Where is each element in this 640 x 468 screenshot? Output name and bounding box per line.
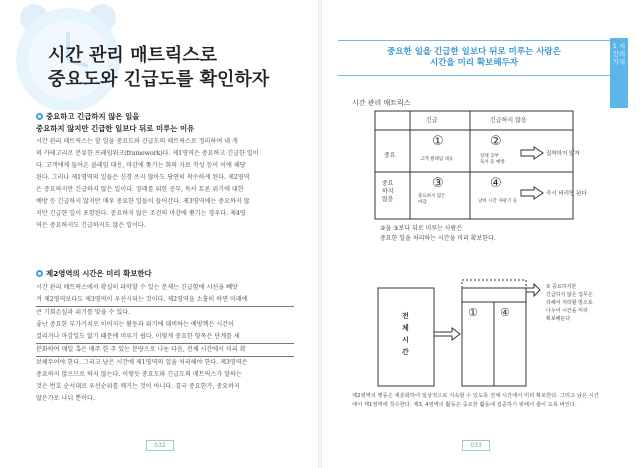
bullet-icon <box>36 270 43 277</box>
row-header-important: 중요 <box>384 152 396 159</box>
timeline-num-1: ① <box>468 306 478 319</box>
time-matrix-grid <box>374 110 574 230</box>
cell-3-number: ③ <box>432 176 444 191</box>
col-header-urgent: 긴급 <box>426 117 438 124</box>
col-header-not-urgent: 긴급하지 않음 <box>490 117 527 124</box>
timeline-side-note: ② 중요하지만 긴급하지 않은 업무은 리해서 처리할 방으로 나누어 시간을 미리 확보해둔다 <box>546 284 593 322</box>
section1-paragraph: 시간 관리 매트릭스는 할 일을 중요도와 긴급도의 매트릭스로 정리하여 네 개 의 카테고리로 분류한 프레임워크(framework)다. 제1영역은 중요하고 긴급한 일이 다. 고객에게 들어온 클레임 대응, 마감에 쫓기는 회의 자료 작성 등이 이에 해당 된다. 그러나 제1영역의 일들은 신경 쓰지 않아도 당연히 착수하게 된다. 제2영역 은 중요하지만 긴급하지 않은 일이다. 장래를 위한 공부, 독서 토론 위기에 대한 예방 등 긴급하지 않지만 매우 중요한 일들이 들어간다. 제3영역에는 중요하지 않 지만 긴급한 일이 포함된다. 중요하지 않은 조건의 마감에 쫓기는 경우다. 제4영 역은 중요하지도 긴급하지도 않은 일이다. <box>36 138 259 229</box>
chapter-tab <box>610 38 628 108</box>
page-number: 033 <box>462 440 490 451</box>
book-gutter <box>318 0 322 468</box>
banner <box>338 40 610 76</box>
arrow-label-2: 즉시 버리면 된다 <box>546 191 587 197</box>
matrix-title: 시간 관리 매트릭스 <box>352 99 411 107</box>
cell-2-number: ② <box>490 134 502 149</box>
banner-rule-top <box>338 40 610 41</box>
whole-time-label: 전 체 시 간 <box>402 312 409 356</box>
chapter-tab-label: 1 시간의 가치 <box>612 42 626 66</box>
section2-paragraph: 시간 관리 매트릭스에서 확실히 파악할 수 있는 문제는 긴급함에 시선을 빼앗 겨 제2영역보다도 제3영역이 우선시되는 것이다. 제2영역을 소홀히 하면 미래에 큰 기회손실과 위기를 맞을 수 있다. 좋난 중요한 부가가치로 이어지는 활동과 위기에 대비하는 예방책은 시간이 걸리거나 마감일도 없기 때문에 미루기 쉽다. 이렇게 중요한 항목은 단계를 세 분화하여 매일 혹은 매주 한 주 있는 분량으로 나눈 다음, 전체 시간에서 미리 확 보해두어야 한다. 그리고 남은 시간에 제1영역의 일을 처리해야 한다. 제3영역은 중요하지 않으므로 하지 않는다. 이렇듯 중요도와 긴급도의 매트릭스가 말하는 것은 번호 순서대로 우선순위를 매기는 것이 아니다. 결국 중요한가, 중요하지 않은가로 나뉘 뿐이다. <box>36 282 294 405</box>
section1-subheading: 중요하지 않지만 긴급한 일보다 뒤로 미루는 이유 <box>36 124 195 133</box>
row-header-not-important: 중요 하지 않음 <box>382 180 394 203</box>
cell-3-text: 중요하지 않은 마감 <box>418 194 446 205</box>
banner-rule-bottom <box>338 75 610 76</box>
bullet-icon <box>36 113 43 120</box>
cell-4-text: 낭비 시간 자판기 등 <box>478 199 518 204</box>
page-title: 시간 관리 매트릭스로 중요도와 긴급도를 확인하자 <box>48 45 270 90</box>
banner-text: 중요한 일을 긴급한 일보다 뒤로 미루는 사람은 시간을 미리 확보해두자 <box>387 47 561 68</box>
right-page <box>320 0 640 468</box>
arrow-right-icon <box>520 146 544 160</box>
section2-heading: 제2영역의 시간은 미리 확보한다 <box>36 268 152 279</box>
cell-2-text: 장래 공부 독서 등 예방 <box>480 154 505 165</box>
figure-caption: 제2영역의 행동은 세분화하여 일상적으로 지속할 수 있도록 전체 시간에서 미리 확보한다. 그리고 남은 시간에서 제1영역에 착수한다. 제3, 4영역의 활동은 중요한 활동에 집중하기 위해서 줄이 도록 버린다. <box>352 393 599 408</box>
cell-4-number: ④ <box>490 176 502 191</box>
cell-1-text: 고객 클레임 대응 <box>420 157 454 162</box>
arrow-label-1: 집착하지 말자 <box>546 151 580 157</box>
timeline-num-4: ④ <box>500 306 510 319</box>
cell-1-number: ① <box>432 134 444 149</box>
matrix-note: ②을 ③보다 뒤로 미루는 사람은 중요한 일을 처리하는 시간을 미리 확보한다. <box>380 225 496 242</box>
section1-heading: 중요하고 긴급하지 않은 일을 <box>36 111 139 122</box>
page-number: 032 <box>146 440 174 451</box>
arrow-right-icon <box>520 186 544 200</box>
